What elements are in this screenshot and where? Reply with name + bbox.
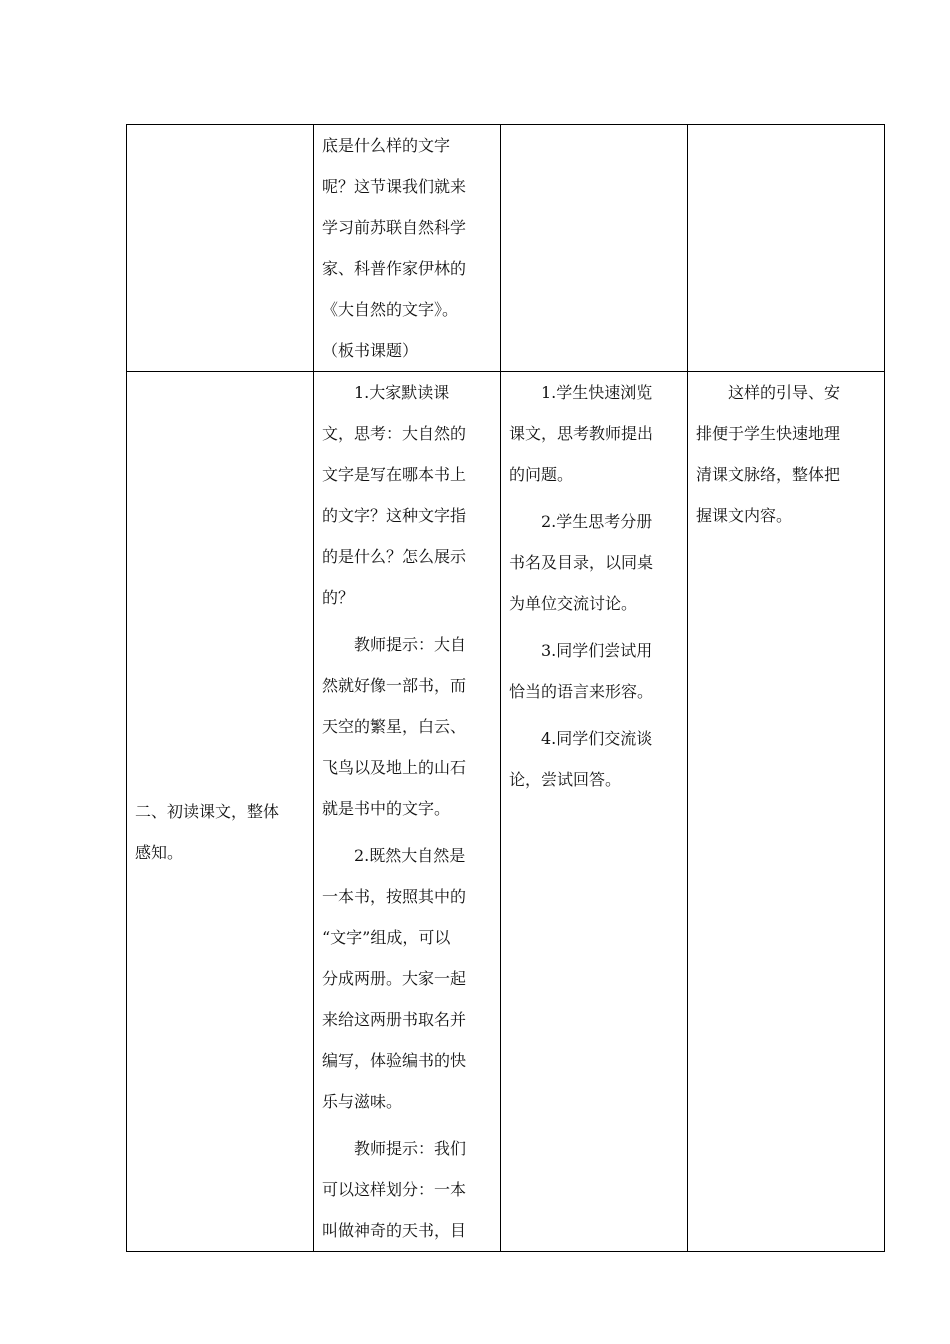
design-intent-cell <box>688 372 885 1252</box>
text-line: 为单位交流讨论。 <box>509 594 638 613</box>
text-line: 恰当的语言来形容。 <box>509 682 654 701</box>
paragraph <box>322 1128 492 1251</box>
teacher-activity-cell <box>314 125 501 372</box>
text-line: 的问题。 <box>509 465 574 484</box>
text-line: 家、科普作家伊林的 <box>322 259 467 278</box>
text-line: 文，思考：大自然的 <box>322 424 467 443</box>
text-line: 的是什么？怎么展示 <box>322 547 467 566</box>
text-line: 飞鸟以及地上的山石 <box>322 758 467 777</box>
text-line: （板书课题） <box>322 341 419 360</box>
paragraph <box>509 630 679 712</box>
text-line: 乐与滋味。 <box>322 1092 403 1111</box>
text-line: 2.学生思考分册 <box>541 512 653 531</box>
text-line: 书名及目录，以同桌 <box>509 553 654 572</box>
design-intent-cell-empty <box>688 125 885 372</box>
text-line: 1.学生快速浏览 <box>541 383 653 402</box>
text-line: 编写，体验编书的快 <box>322 1051 467 1070</box>
text-line: 叫做神奇的天书，目 <box>322 1221 467 1240</box>
stage-cell-empty <box>127 125 314 372</box>
teacher-activity-cell <box>314 372 501 1252</box>
text-line: 分成两册。大家一起 <box>322 969 467 988</box>
paragraph <box>509 372 679 495</box>
paragraph <box>509 501 679 624</box>
paragraph <box>322 372 492 618</box>
stage-title-line: 二、初读课文，整体 <box>135 801 280 821</box>
lesson-plan-table <box>126 124 885 1252</box>
text-line: 呢？这节课我们就来 <box>322 177 467 196</box>
stage-title-line: 感知。 <box>135 842 184 862</box>
text-line: 来给这两册书取名并 <box>322 1010 467 1029</box>
text-line: 握课文内容。 <box>696 506 793 525</box>
text-line: 排便于学生快速地理 <box>696 424 841 443</box>
paragraph <box>322 835 492 1122</box>
text-line: 教师提示：我们 <box>354 1139 467 1158</box>
text-line: 底是什么样的文字 <box>322 136 451 155</box>
text-line: 4.同学们交流谈 <box>541 729 653 748</box>
text-line: 学习前苏联自然科学 <box>322 218 467 237</box>
text-line: 天空的繁星，白云、 <box>322 717 467 736</box>
stage-cell <box>127 372 314 1252</box>
text-line: 《大自然的文字》。 <box>322 300 459 319</box>
student-activity-cell <box>501 372 688 1252</box>
text-line: “文字”组成，可以 <box>322 928 451 947</box>
text-line: 然就好像一部书，而 <box>322 676 467 695</box>
text-line: 3.同学们尝试用 <box>541 641 653 660</box>
text-line: 这样的引导、安 <box>728 383 841 402</box>
student-activity-cell-empty <box>501 125 688 372</box>
text-line: 就是书中的文字。 <box>322 799 451 818</box>
text-line: 的文字？这种文字指 <box>322 506 467 525</box>
paragraph <box>509 718 679 800</box>
text-line: 课文，思考教师提出 <box>509 424 654 443</box>
text-line: 的？ <box>322 588 355 607</box>
text-line: 文字是写在哪本书上 <box>322 465 467 484</box>
text-line: 清课文脉络，整体把 <box>696 465 841 484</box>
text-line: 论，尝试回答。 <box>509 770 622 789</box>
text-line: 教师提示：大自 <box>354 635 467 654</box>
table-row <box>127 125 885 372</box>
table-row <box>127 372 885 1252</box>
paragraph <box>322 624 492 829</box>
text-line: 2.既然大自然是 <box>354 846 466 865</box>
text-line: 1.大家默读课 <box>354 383 450 402</box>
text-line: 可以这样划分：一本 <box>322 1180 467 1199</box>
text-line: 一本书，按照其中的 <box>322 887 467 906</box>
